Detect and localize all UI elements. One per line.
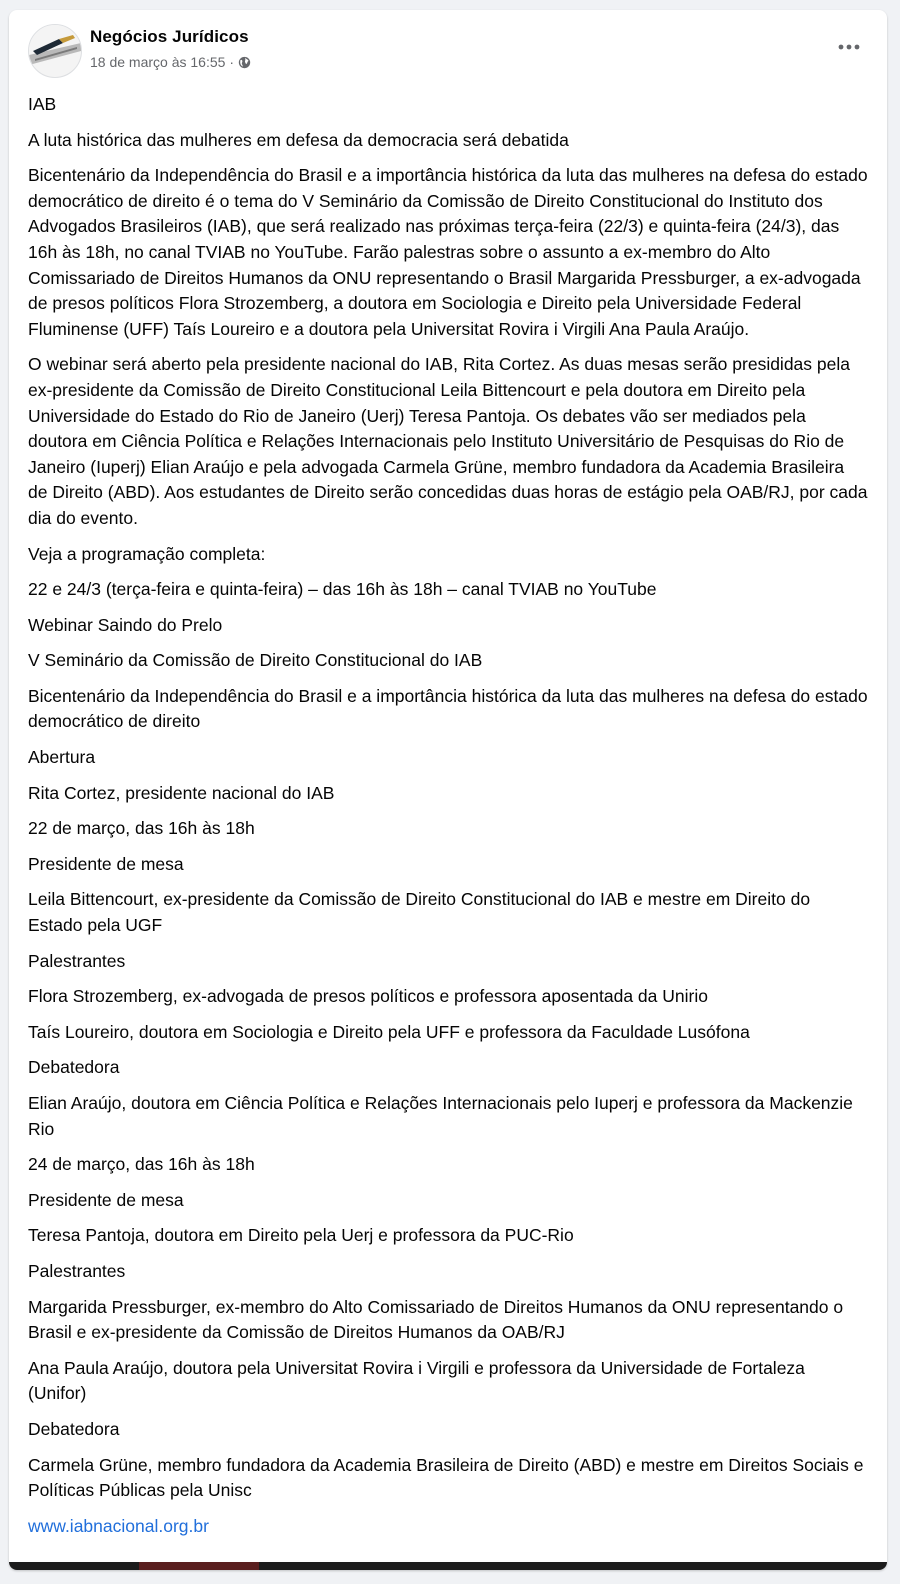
meta-separator: · [229, 54, 235, 70]
post-paragraph: Debatedora [28, 1418, 120, 1439]
post-paragraph: O webinar será aberto pela presidente nacional do IAB, Rita Cortez. As duas mesas serão presididas pela ex-presidente da Comissão de Direito Constitucional Leila Bittencourt e pela doutora em Direito pela Universidade do Estado do Rio de Janeiro (Uerj) Teresa Pantoja. Os debates vão ser mediados pela doutora em Ciência Política e Relações Internacionais pelo Instituto Universitário de Pesquisas do Rio de Janeiro (Iuperj) Elian Araújo e pela advogada Carmela Grüne, membro fundadora da Academia Brasileira de Direito (ABD). Aos estudantes de Direito serão concedidas duas horas de estágio pela OAB/RJ, por cada dia do evento. [28, 354, 868, 528]
post-paragraph: Webinar Saindo do Prelo [28, 614, 223, 635]
post-paragraph: Ana Paula Araújo, doutora pela Universitat Rovira i Virgili e professora da Universidade de Fortaleza (Unifor) [28, 1357, 805, 1404]
page-avatar[interactable] [28, 24, 82, 78]
post-paragraph: Debatedora [28, 1057, 120, 1078]
avatar-image [29, 25, 81, 77]
post-timestamp[interactable]: 18 de março às 16:55 [90, 54, 226, 70]
post-paragraph: Rita Cortez, presidente nacional do IAB [28, 782, 335, 803]
post-paragraph: 22 de março, das 16h às 18h [28, 818, 255, 839]
more-options-button[interactable] [831, 34, 867, 60]
post-paragraph: Elian Araújo, doutora em Ciência Política e Relações Internacionais pelo Iuperj e professora da Mackenzie Rio [28, 1093, 853, 1139]
post-paragraph: Abertura [28, 747, 96, 768]
more-options-icon [838, 44, 860, 50]
post-paragraph: Flora Strozemberg, ex-advogada de presos políticos e professora aposentada da Unirio [28, 986, 708, 1007]
page-name-link[interactable]: Negócios Jurídicos [90, 27, 249, 46]
post-paragraph: Presidente de mesa [28, 853, 184, 874]
post-paragraph: V Seminário da Comissão de Direito Constitucional do IAB [28, 650, 483, 671]
post-link[interactable]: www.iabnacional.org.br [28, 1515, 209, 1536]
post-paragraph: Margarida Pressburger, ex-membro do Alto Comissariado de Direitos Humanos da ONU representando o Brasil e ex-presidente da Comissão de Direitos Humanos da OAB/RJ [28, 1296, 844, 1343]
globe-icon[interactable] [238, 56, 251, 69]
post-media-preview[interactable] [9, 1562, 887, 1570]
post-paragraph: Bicentenário da Independência do Brasil e a importância histórica da luta das mulheres na defesa do estado democrático de direito é o tema do V Seminário da Comissão de Direito Constitucional do Instituto dos Advogados Brasileiros (IAB), que será realizado nas próximas terça-feira (22/3) e quinta-feira (24/3), das 16h às 18h, no canal TVIAB no YouTube. Farão palestras sobre o assunto a ex-membro do Alto Comissariado de Direitos Humanos da ONU representando o Brasil Margarida Pressburger, a ex-advogada de presos políticos Flora Strozemberg, a doutora em Sociologia e Direito pela Universidade Federal Fluminense (UFF) Taís Loureiro e a doutora pela Universitat Rovira i Virgili Ana Paula Araújo. [28, 165, 868, 339]
post-paragraph: Bicentenário da Independência do Brasil e a importância histórica da luta das mulheres na defesa do estado democrático de direito [28, 685, 868, 732]
post-paragraph: IAB [28, 94, 57, 114]
post-text [28, 92, 868, 1549]
post-link-paragraph [28, 1514, 868, 1540]
post-paragraph: Carmela Grüne, membro fundadora da Academia Brasileira de Direito (ABD) e mestre em Direitos Sociais e Políticas Públicas pela Unisc [28, 1454, 864, 1501]
post-card [9, 10, 887, 1570]
post-paragraph: Veja a programação completa: [28, 543, 266, 564]
post-paragraph: Palestrantes [28, 950, 126, 971]
post-paragraph: Teresa Pantoja, doutora em Direito pela Uerj e professora da PUC-Rio [28, 1225, 574, 1246]
post-paragraph: 22 e 24/3 (terça-feira e quinta-feira) – das 16h às 18h – canal TVIAB no YouTube [28, 579, 657, 600]
post-paragraph: Presidente de mesa [28, 1189, 184, 1210]
post-paragraph: Leila Bittencourt, ex-presidente da Comissão de Direito Constitucional do IAB e mestre em Direito do Estado pela UGF [28, 889, 811, 936]
post-paragraph: Palestrantes [28, 1260, 126, 1281]
post-paragraph: Taís Loureiro, doutora em Sociologia e Direito pela UFF e professora da Faculdade Lusófona [28, 1021, 750, 1042]
post-header [9, 10, 887, 90]
post-paragraph: A luta histórica das mulheres em defesa da democracia será debatida [28, 129, 569, 150]
post-paragraph: 24 de março, das 16h às 18h [28, 1154, 255, 1175]
post-meta [90, 54, 251, 70]
